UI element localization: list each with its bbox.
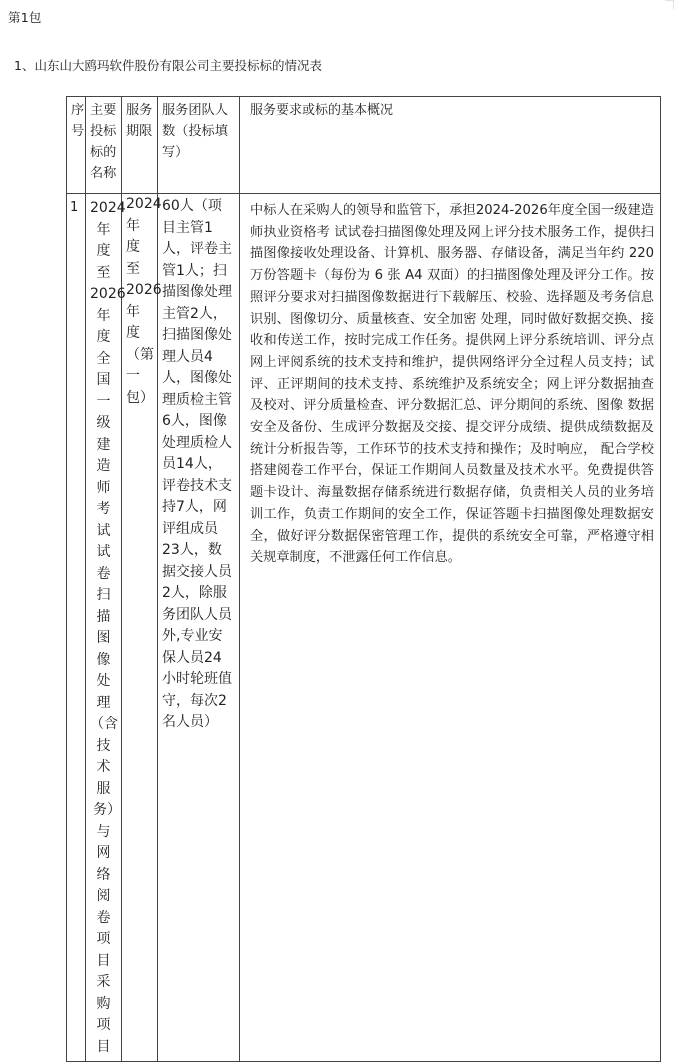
header-overview: 服务要求或标的基本概况 (240, 97, 661, 194)
cell-overview: 中标人在采购人的领导和监管下，承担2024-2026年度全国一级建造师执业资格考 试试卷扫描图像处理及网上评分技术服务工作，提供扫描图像接收处理设备、计算机、服务器、存储设备，满足当年约 220 万份答题卡（每份为 6 张 A4 双面）的扫描图像处理及评分工作。按照评分要求对扫描图像数据进行下载解压、校验、选择题及考务信息识别、图像切分、质量核查、安全加密 处理，同时做好数据交换、接收和传送工作，按时完成工作任务。提供网上评分系统培训、评分点网上评阅系统的技术支持和维护，提供网络评分全过程人员支持；试评、正评期间的技术支持、系统维护及系统安全；网上评分数据抽查及校对、评分质量检查、评分数据汇总、评分期间的系统、图像 数据安全及备份、生成评分数据及交接、提交评分成绩、提供成绩数据及统计分析报告等，工作环节的技术支持和操作；及时响应， 配合学校搭建阅卷工作平台，保证工作期间人员数量及技术水平。免费提供答题卡设计、海量数据存储系统进行数据存储，负责相关人员的业务培训工作，负责工作期间的安全工作，保证答题卡扫描图像处理数据安 全，做好评分数据保密管理工作，提供的系统安全可靠，严格遵守相关规章制度，不泄露任何工作信息。 (240, 194, 661, 1062)
cell-period: 2024年度至2026年度（第一包） (122, 194, 158, 1062)
table-caption: 1、山东山大鸥玛软件股份有限公司主要投标标的情况表 (14, 58, 322, 73)
cell-team: 60人（项目主管1人，评卷主管1人；扫描图像处理主管2人，扫描图像处理人员4人，图像处理质检主管6人，图像处理质检人员14人，评卷技术支持7人，网评组成员23人，数据交接人员2人，除服务团队人员外,专业安保人员24小时轮班值守，每次2名人员） (158, 194, 240, 1062)
header-index: 序号 (67, 97, 86, 194)
header-team: 服务团队人数（投标填写） (158, 97, 240, 194)
corner-decoration (665, 0, 674, 9)
table-row (67, 194, 661, 1062)
table-header-row (67, 97, 661, 194)
bid-table (66, 96, 661, 1062)
package-label: 第1包 (8, 10, 42, 25)
header-name: 主要投标标的名称 (86, 97, 122, 194)
header-period: 服务期限 (122, 97, 158, 194)
cell-name: 2024年度至2026年度全国一级建造师考试试卷扫描图像处理（含技术服务）与网络阅卷项目采购项目 (86, 194, 122, 1062)
cell-index: 1 (67, 194, 86, 1062)
